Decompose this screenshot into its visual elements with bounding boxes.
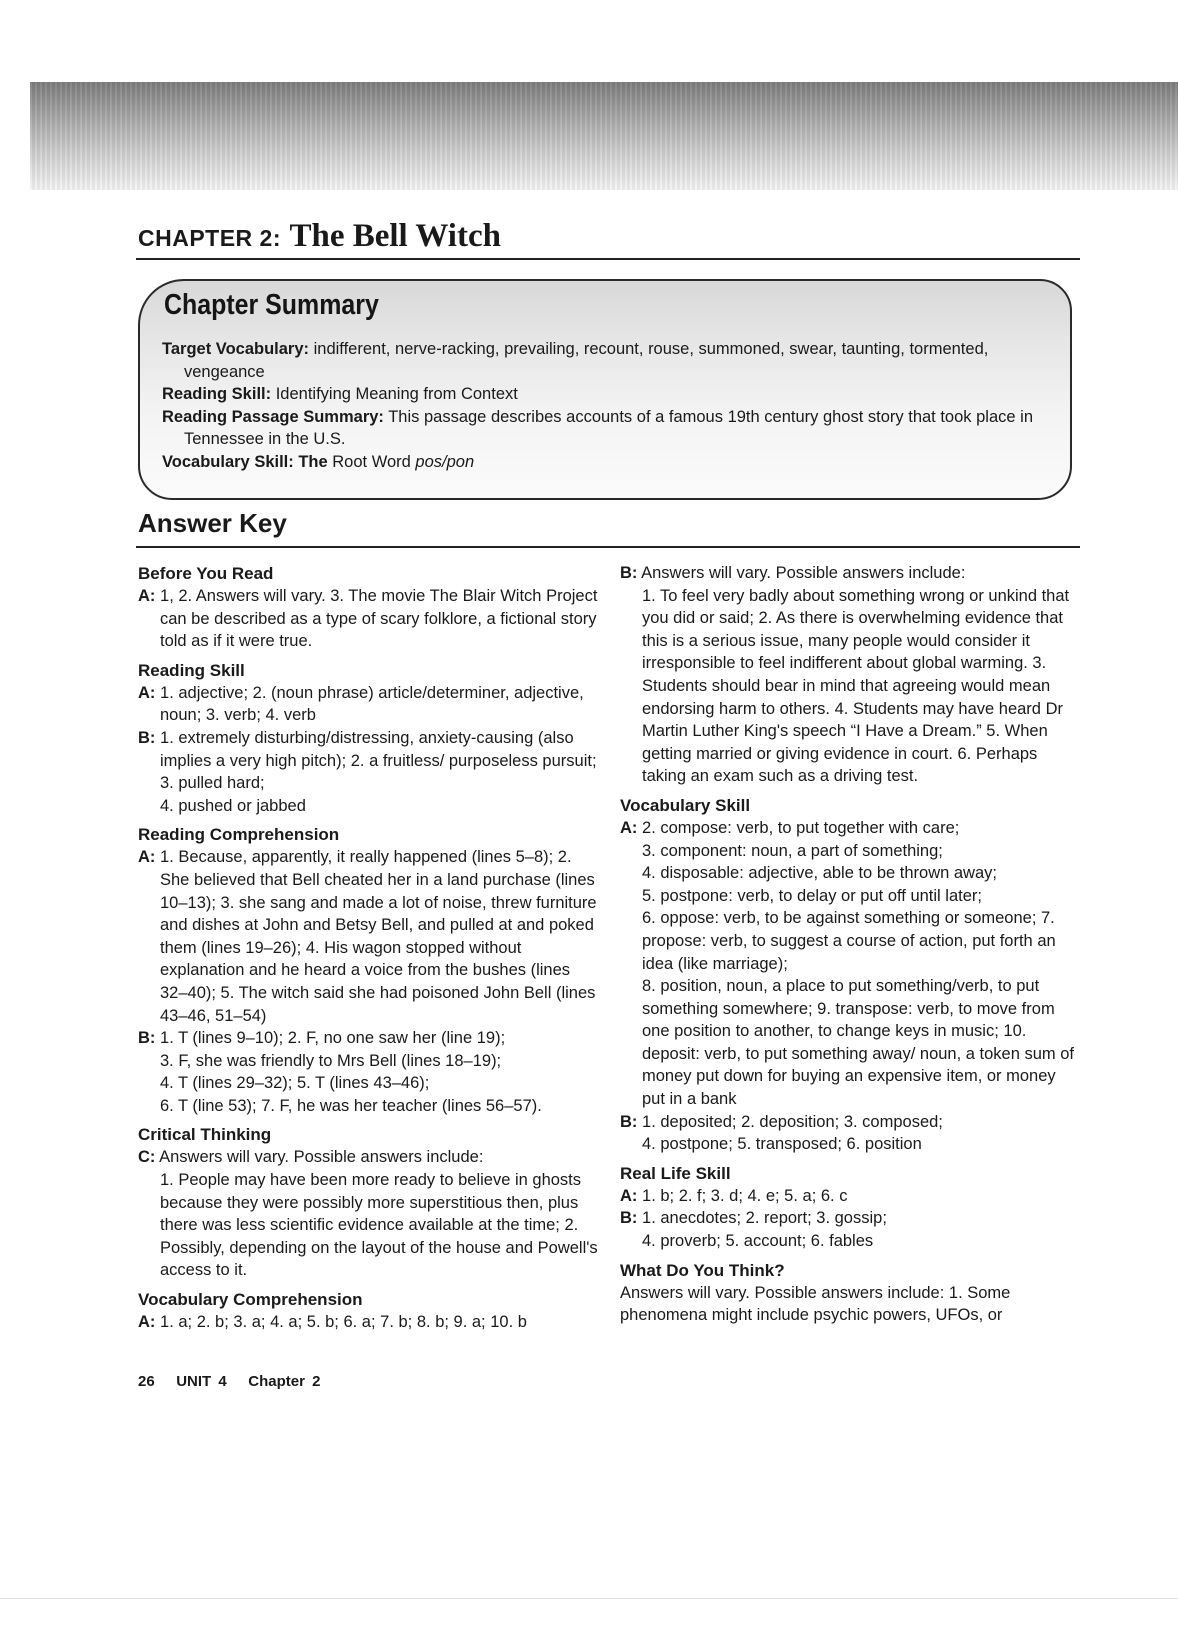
vocabulary-skill-a: [620, 817, 1080, 840]
text: Answers will vary. Possible answers include:: [641, 564, 966, 582]
reading-skill-b: [138, 727, 598, 795]
root-word: pos/pon: [415, 452, 475, 471]
vocabulary-skill-a-line2: 3. component: noun, a part of something;: [642, 841, 943, 860]
label: C:: [138, 1148, 156, 1167]
text: 1, 2. Answers will vary. 3. The movie The Blair Witch Project can be described as a type of scary folklore, a fictional story told as if it were true.: [160, 587, 598, 651]
real-life-skill-a: [620, 1185, 1080, 1208]
chapter-summary-box: [138, 279, 1072, 500]
summary-heading: Chapter Summary: [164, 289, 379, 321]
label: A:: [620, 1186, 638, 1205]
before-you-read-heading: Before You Read: [138, 564, 274, 583]
vocabulary-skill-a-line3: 4. disposable: adjective, able to be thrown away;: [642, 864, 997, 883]
label: Reading Passage Summary:: [162, 407, 384, 426]
before-you-read-a: [138, 585, 598, 653]
vocabulary-comprehension-heading: Vocabulary Comprehension: [138, 1290, 363, 1310]
footer-unit: UNIT 4: [176, 1373, 227, 1390]
summary-target-vocabulary: [162, 338, 1042, 383]
summary-reading-skill: [162, 383, 1042, 406]
vocabulary-comprehension-a: [138, 1311, 598, 1334]
vocabulary-skill-a-line4: 5. postpone: verb, to delay or put off until later;: [642, 886, 982, 905]
label: Reading Skill:: [162, 385, 272, 404]
reading-skill-heading: Reading Skill: [138, 660, 245, 680]
critical-thinking-c-cont: 1. People may have been more ready to believe in ghosts because they were possibly more superstitious then, plus there was less scientific evidence available at the time; 2. Possibly, depending on the layout of the house and Powell's access to it.: [160, 1171, 598, 1280]
reading-comprehension-b: [138, 1027, 598, 1050]
reading-comprehension-b-line3: 4. T (lines 29–32); 5. T (lines 43–46);: [160, 1074, 430, 1093]
answer-key-left-column: [138, 562, 598, 1334]
label: A:: [138, 1313, 156, 1332]
vocabulary-comprehension-b-cont: 1. To feel very badly about something wrong or unkind that you did or said; 2. As there is overwhelming evidence that this is a serious issue, many people would consider it irresponsible to feel indifferent about global warming. 3. Students should bear in mind that agreeing would mean endorsing harm to others. 4. Students may have heard Dr Martin Luther King's speech “I Have a Dream.” 5. When getting married or giving evidence in court. 6. Perhaps taking an exam such as a driving test.: [642, 586, 1070, 786]
text: 1. Because, apparently, it really happened (lines 5–8); 2. She believed that Bell cheated her in a land purchase (lines 10–13); 3. she sang and made a lot of noise, threw furniture and dishes at John and Betsy Bell, and pulled at and poked them (lines 19–26); 4. His wagon stopped without explanation and he heard a voice from the bushes (lines 32–40); 5. The witch said she had poisoned John Bell (lines 43–46, 51–54): [160, 848, 597, 1025]
text: indifferent, nerve-racking, prevailing, recount, rouse, summoned, swear, taunting, tormented, vengeance: [184, 340, 989, 381]
text: 1. T (lines 9–10); 2. F, no one saw her (line 19);: [160, 1029, 506, 1048]
label: B:: [620, 1112, 638, 1131]
critical-thinking-heading: Critical Thinking: [138, 1125, 272, 1145]
answer-key-title: Answer Key: [138, 508, 287, 538]
label: A:: [620, 818, 638, 837]
reading-comprehension-b-line4: 6. T (line 53); 7. F, he was her teacher (lines 56–57).: [160, 1096, 542, 1115]
label: B:: [620, 1209, 638, 1228]
vocabulary-skill-a-line5: 6. oppose: verb, to be against something or someone; 7. propose: verb, to suggest a course of action, put forth an idea (like marriage);: [642, 909, 1056, 973]
summary-content: [162, 338, 1042, 474]
summary-passage: [162, 406, 1042, 451]
vocabulary-skill-heading: Vocabulary Skill: [620, 795, 751, 815]
chapter-title: [138, 218, 501, 255]
label: B:: [138, 728, 156, 747]
text: This passage describes accounts of a famous 19th century ghost story that took place in Tennessee in the U.S.: [184, 407, 1033, 449]
critical-thinking-c: [138, 1146, 598, 1169]
label: A:: [138, 587, 156, 605]
vocabulary-comprehension-b: [620, 562, 1080, 585]
text: 1. a; 2. b; 3. a; 4. a; 5. b; 6. a; 7. b; 8. b; 9. a; 10. b: [160, 1313, 527, 1332]
footer-chapter: Chapter 2: [248, 1373, 321, 1390]
summary-vocabulary-skill: [162, 451, 1042, 474]
label: B:: [138, 1029, 156, 1048]
title-rule: [136, 258, 1080, 260]
page-number: 26: [138, 1373, 155, 1390]
label: A:: [138, 683, 156, 702]
answer-key-rule: [136, 546, 1080, 548]
label: A:: [138, 848, 156, 867]
reading-skill-a: [138, 682, 598, 727]
answer-key-right-column: [620, 562, 1080, 1327]
text: 1. b; 2. f; 3. d; 4. e; 5. a; 6. c: [642, 1186, 848, 1205]
scan-edge-line: [0, 1598, 1178, 1599]
real-life-skill-heading: Real Life Skill: [620, 1163, 731, 1183]
text: Answers will vary. Possible answers include:: [159, 1148, 484, 1167]
label: B:: [620, 564, 638, 582]
label: Target Vocabulary:: [162, 340, 310, 358]
text: 2. compose: verb, to put together with care;: [642, 818, 960, 837]
text: Root Word: [332, 452, 411, 471]
text: 1. extremely disturbing/distressing, anxiety-causing (also implies a very high pitch); 2. a fruitless/ purposeless pursuit; 3. pulled hard;: [160, 728, 597, 793]
page-footer: [138, 1373, 320, 1390]
text: 1. adjective; 2. (noun phrase) article/determiner, adjective, noun; 3. verb; 4. verb: [160, 683, 584, 725]
header-banner: [30, 82, 1178, 190]
reading-comprehension-heading: Reading Comprehension: [138, 825, 340, 845]
text: 1. deposited; 2. deposition; 3. composed;: [642, 1112, 943, 1131]
reading-comprehension-b-line2: 3. F, she was friendly to Mrs Bell (lines 18–19);: [160, 1051, 502, 1070]
text: Identifying Meaning from Context: [275, 385, 518, 404]
what-do-you-think-heading: What Do You Think?: [620, 1260, 785, 1280]
text: 1. anecdotes; 2. report; 3. gossip;: [642, 1209, 887, 1228]
real-life-skill-b-line2: 4. proverb; 5. account; 6. fables: [642, 1232, 874, 1251]
reading-comprehension-a: [138, 846, 598, 1027]
real-life-skill-b: [620, 1207, 1080, 1230]
label: Vocabulary Skill: The: [162, 452, 328, 471]
vocabulary-skill-b-line2: 4. postpone; 5. transposed; 6. position: [642, 1135, 922, 1154]
what-do-you-think-text: Answers will vary. Possible answers include: 1. Some phenomena might include psychic powers, UFOs, or: [620, 1283, 1011, 1325]
chapter-name: The Bell Witch: [289, 218, 501, 254]
vocabulary-skill-b: [620, 1111, 1080, 1134]
reading-skill-b-cont: 4. pushed or jabbed: [160, 796, 306, 815]
chapter-label: CHAPTER 2:: [138, 225, 282, 251]
vocabulary-skill-a-line6: 8. position, noun, a place to put something/verb, to put something somewhere; 9. transpose: verb, to move from one position to another, to change keys in music; 10. deposit: verb, to put something away/ noun, a token sum of money put down for buying an expensive item, or money put in a bank: [642, 977, 1075, 1109]
